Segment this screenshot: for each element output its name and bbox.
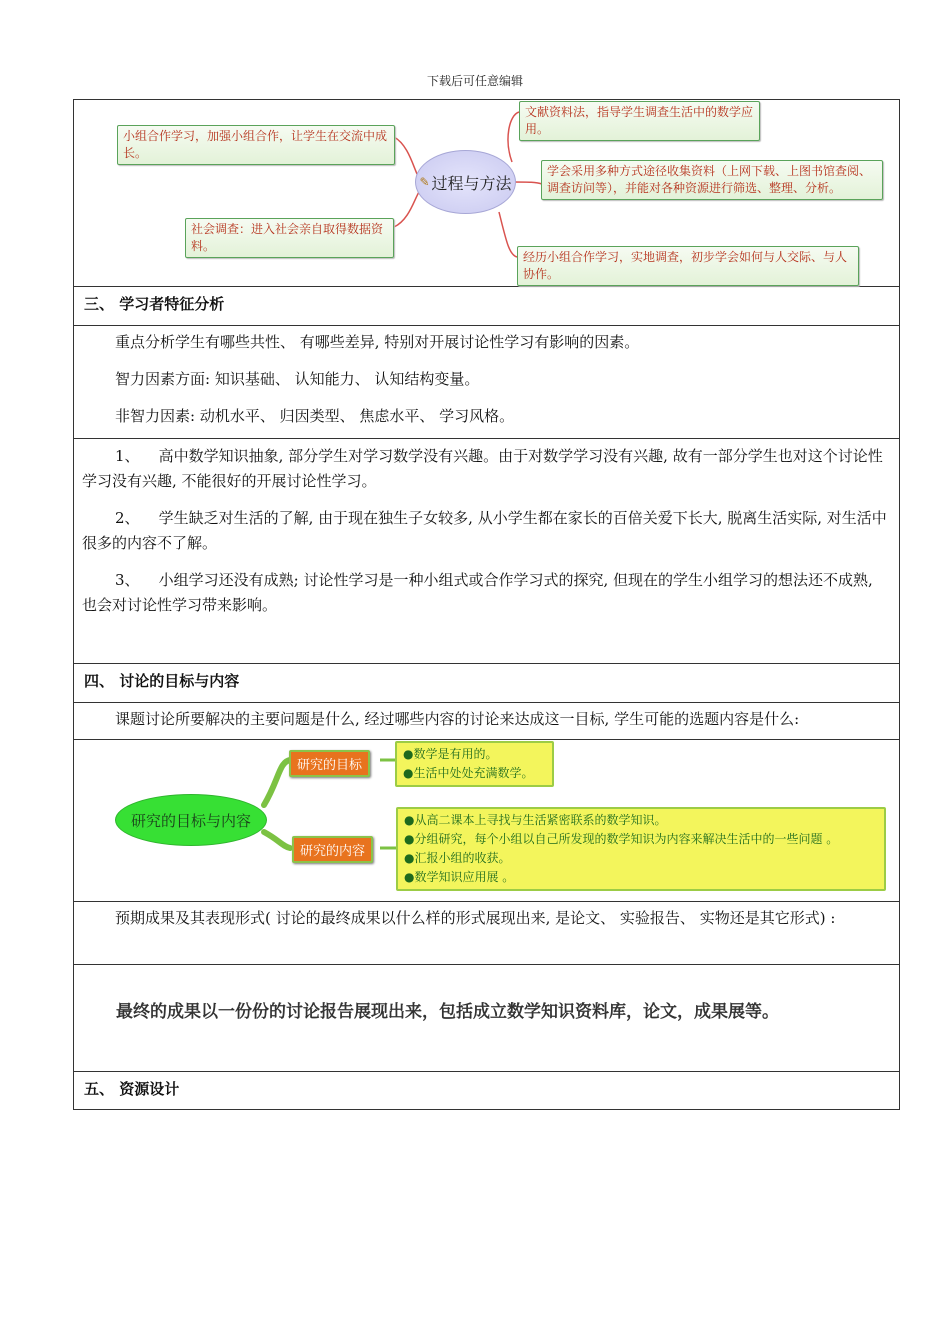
right-node-3: 经历小组合作学习，实地调查，初步学会如何与人交际、与人协作。 <box>517 246 859 286</box>
analysis-para-2: 智力因素方面: 知识基础、 认知能力、 认知结构变量。 <box>115 370 480 388</box>
issue-item-3: 3、 小组学习还没有成熟; 讨论性学习是一种小组式或合作学习式的探究, 但现在的学生小组学习的想法还不成熟, 也会对讨论性学习带来影响。 <box>82 571 878 614</box>
content-item-3: ●汇报小组的收获。 <box>404 851 511 865</box>
right-node-2: 学会采用多种方式途径收集资料（上网下载、上图书馆查阅、调查访问等），并能对各种资源进行筛选、整理、分析。 <box>541 160 883 200</box>
analysis-para-1: 重点分析学生有哪些共性、 有哪些差异, 特别对开展讨论性学习有影响的因素。 <box>115 333 640 351</box>
section-4-title: 四、 讨论的目标与内容 <box>74 664 899 703</box>
issue-item-2: 2、 学生缺乏对生活的了解, 由于现在独生子女较多, 从小学生都在家长的百倍关爱下长大, 脱离生活实际, 对生活中很多的内容不了解。 <box>82 509 887 552</box>
final-result: 最终的成果以一份份的讨论报告展现出来，包括成立数学知识资料库，论文，成果展等。 <box>74 965 899 1072</box>
content-item-1: ●从高二课本上寻找与生活紧密联系的数学知识。 <box>404 813 667 827</box>
left-node-2: 社会调查：进入社会亲自取得数据资料。 <box>185 218 394 258</box>
section-5-title: 五、 资源设计 <box>84 1080 180 1098</box>
lesson-plan-table <box>73 99 900 1110</box>
branch-content: 研究的内容 <box>292 836 373 863</box>
content-item-4: ●数学知识应用展 。 <box>404 870 515 884</box>
content-list <box>396 807 886 891</box>
research-question: 课题讨论所要解决的主要问题是什么, 经过哪些内容的讨论来达成这一目标, 学生可能的选题内容是什么: <box>74 703 899 740</box>
goal-item-2: ●生活中处处充满数学。 <box>403 766 534 780</box>
page-header: 下载后可任意编辑 <box>426 74 523 88</box>
learner-analysis-intro <box>74 326 899 439</box>
goal-item-1: ●数学是有用的。 <box>403 747 498 761</box>
analysis-para-3: 非智力因素: 动机水平、 归因类型、 焦虑水平、 学习风格。 <box>115 407 515 425</box>
section-3-title: 三、 学习者特征分析 <box>74 287 899 326</box>
pencil-icon: ✎ <box>419 175 430 189</box>
goals-content-mindmap <box>74 740 899 902</box>
issue-item-1: 1、 高中数学知识抽象, 部分学生对学习数学没有兴趣。由于对数学学习没有兴趣, 故有一部分学生也对这个讨论性学习没有兴趣, 不能很好的开展讨论性学习。 <box>82 447 883 490</box>
process-method-mindmap <box>74 100 899 287</box>
left-node-1: 小组合作学习，加强小组合作，让学生在交流中成长。 <box>117 125 395 165</box>
right-node-1: 文献资料法，指导学生调查生活中的数学应用。 <box>519 101 760 141</box>
expected-outcome: 预期成果及其表现形式( 讨论的最终成果以什么样的形式展现出来, 是论文、 实验报告、 实物还是其它形式) : <box>74 902 899 965</box>
learner-issues-list <box>74 439 899 664</box>
center-node: ✎ 过程与方法 <box>415 150 516 214</box>
goals-list <box>395 741 554 787</box>
mindmap2-center: 研究的目标与内容 <box>115 794 267 846</box>
branch-goals: 研究的目标 <box>289 750 370 777</box>
content-item-2: ●分组研究，每个小组以自己所发现的数学知识为内容来解决生活中的一些问题 。 <box>404 832 839 846</box>
